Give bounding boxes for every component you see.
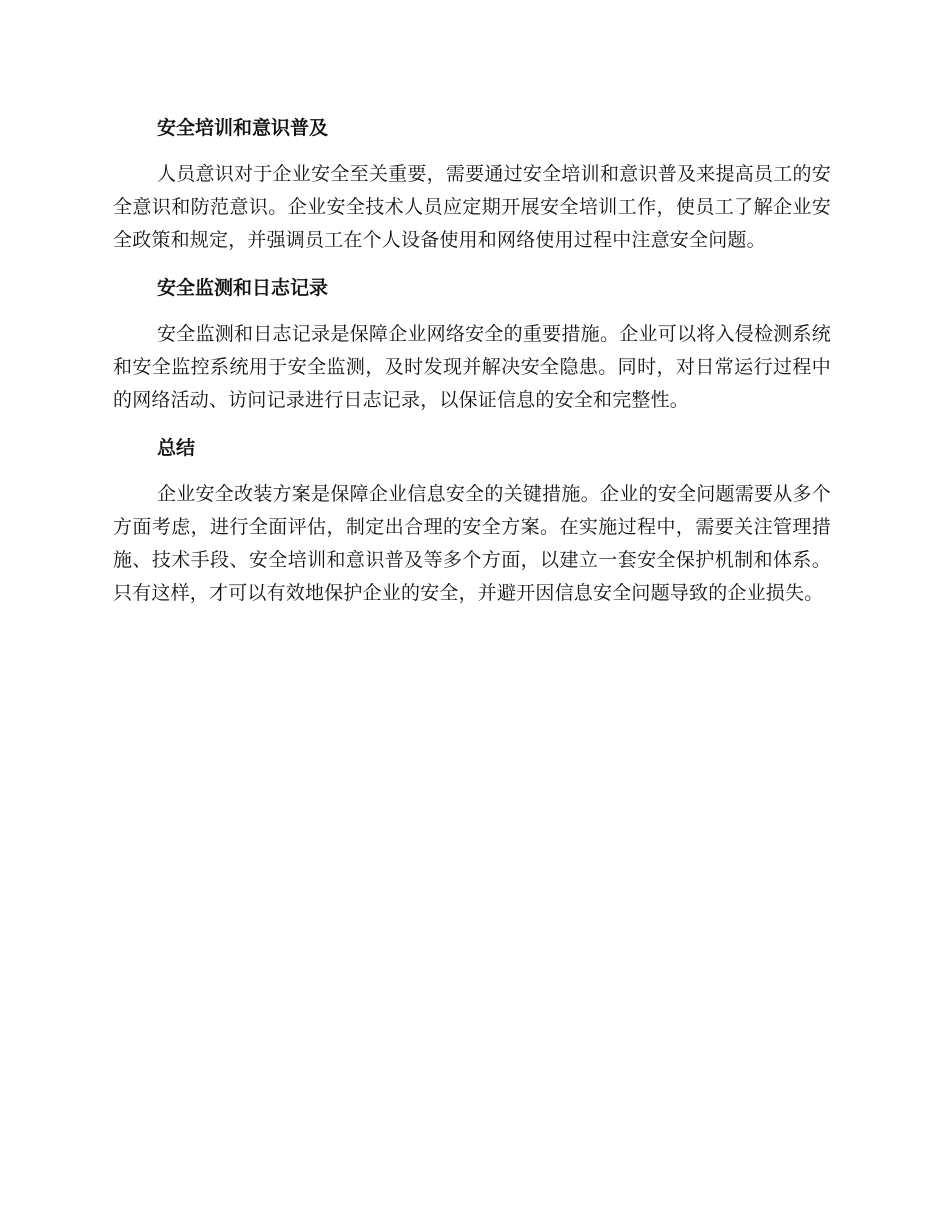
section-paragraph: 人员意识对于企业安全至关重要，需要通过安全培训和意识普及来提高员工的安全意识和防范意识。企业安全技术人员应定期开展安全培训工作，使员工了解企业安全政策和规定，并强调员工在个人设备使用和网络使用过程中注意安全问题。	[113, 163, 831, 251]
section-heading: 安全监测和日志记录	[157, 277, 329, 299]
section-security-monitoring	[113, 272, 831, 417]
section-paragraph: 安全监测和日志记录是保障企业网络安全的重要措施。企业可以将入侵检测系统和安全监控系统用于安全监测，及时发现并解决安全隐患。同时，对日常运行过程中的网络活动、访问记录进行日志记录，以保证信息的安全和完整性。	[113, 323, 831, 411]
document-body	[113, 112, 831, 625]
section-paragraph: 企业安全改装方案是保障企业信息安全的关键措施。企业的安全问题需要从多个方面考虑，进行全面评估，制定出合理的安全方案。在实施过程中，需要关注管理措施、技术手段、安全培训和意识普及等多个方面，以建立一套安全保护机制和体系。只有这样，才可以有效地保护企业的安全，并避开因信息安全问题导致的企业损失。	[113, 483, 831, 604]
section-security-training	[113, 112, 831, 257]
section-summary	[113, 432, 831, 610]
section-heading: 总结	[157, 437, 196, 459]
section-heading: 安全培训和意识普及	[157, 117, 329, 139]
